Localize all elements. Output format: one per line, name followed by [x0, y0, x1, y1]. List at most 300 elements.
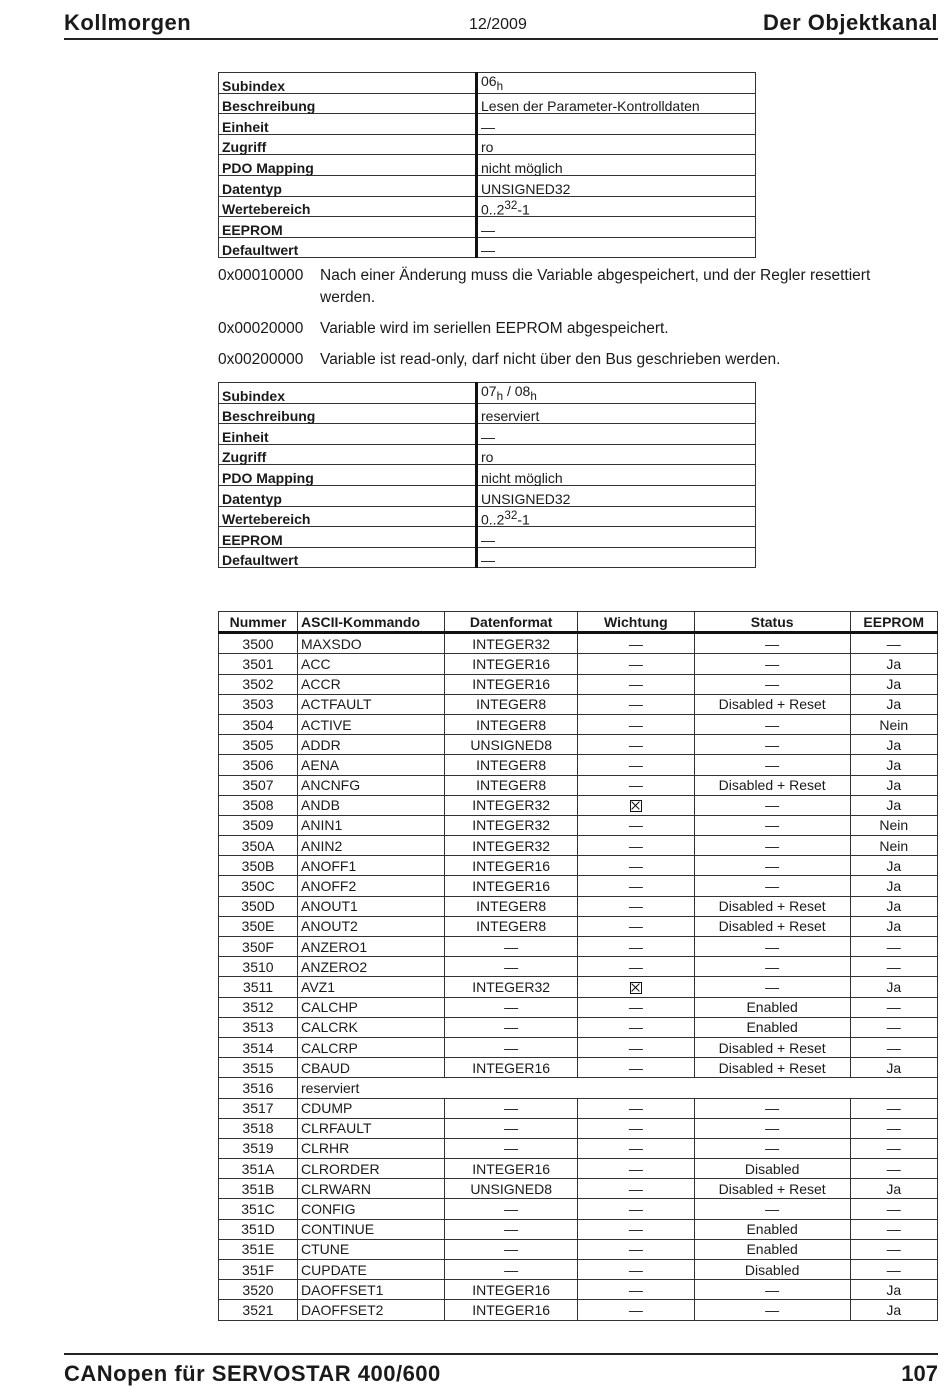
cell-status: —	[694, 1280, 850, 1300]
cell-format: INTEGER8	[445, 714, 577, 734]
cell-format: INTEGER8	[445, 916, 577, 936]
cell-status: —	[694, 977, 850, 997]
cell-weighting: —	[577, 1280, 694, 1300]
cell-weighting: —	[577, 775, 694, 795]
cell-format: INTEGER16	[445, 1300, 577, 1320]
cell-number: 350F	[219, 937, 298, 957]
cell-number: 351D	[219, 1219, 298, 1239]
table-row	[219, 937, 938, 957]
cell-status: —	[694, 937, 850, 957]
cell-eeprom: Ja	[850, 1280, 937, 1300]
object-row	[219, 506, 756, 527]
cell-format: INTEGER8	[445, 896, 577, 916]
cell-status: —	[694, 836, 850, 856]
object-value: nicht möglich	[477, 155, 756, 176]
cell-format: INTEGER32	[445, 977, 577, 997]
object-row	[219, 527, 756, 548]
cell-eeprom: Ja	[850, 1058, 937, 1078]
cell-weighting: —	[577, 694, 694, 714]
table-row	[219, 1219, 938, 1239]
cell-command: CLRWARN	[298, 1179, 445, 1199]
cell-number: 3511	[219, 977, 298, 997]
cell-format: —	[445, 957, 577, 977]
cell-status: Enabled	[694, 1239, 850, 1259]
cell-status: —	[694, 1118, 850, 1138]
checked-box-icon	[630, 800, 642, 812]
column-header: Status	[694, 612, 850, 633]
object-row	[219, 237, 756, 258]
cell-weighting: —	[577, 937, 694, 957]
cell-weighting: —	[577, 1058, 694, 1078]
object-key: Datentyp	[219, 175, 477, 196]
cell-command: CUPDATE	[298, 1260, 445, 1280]
cell-weighting: —	[577, 1037, 694, 1057]
cell-status: Enabled	[694, 1219, 850, 1239]
cell-number: 3510	[219, 957, 298, 977]
table-row	[219, 1280, 938, 1300]
header-date: 12/2009	[469, 16, 527, 33]
cell-status: Disabled + Reset	[694, 694, 850, 714]
cell-number: 3515	[219, 1058, 298, 1078]
cell-number: 350C	[219, 876, 298, 896]
cell-number: 350D	[219, 896, 298, 916]
cell-number: 3509	[219, 815, 298, 835]
cell-command: DAOFFSET1	[298, 1280, 445, 1300]
cell-status: Enabled	[694, 1017, 850, 1037]
object-value: —	[477, 424, 756, 445]
cell-format: INTEGER16	[445, 654, 577, 674]
cell-weighting	[577, 795, 694, 815]
cell-format: —	[445, 1199, 577, 1219]
object-row	[219, 114, 756, 135]
cell-number: 3501	[219, 654, 298, 674]
cell-weighting: —	[577, 1219, 694, 1239]
cell-number: 3506	[219, 755, 298, 775]
cell-number: 3503	[219, 694, 298, 714]
object-row	[219, 383, 756, 404]
table-row	[219, 714, 938, 734]
bit-code: 0x00020000	[218, 320, 304, 337]
cell-weighting: —	[577, 714, 694, 734]
table-row	[219, 1138, 938, 1158]
cell-eeprom: Nein	[850, 714, 937, 734]
cell-weighting: —	[577, 1260, 694, 1280]
cell-eeprom: Ja	[850, 795, 937, 815]
cell-eeprom: —	[850, 957, 937, 977]
cell-command: ANZERO1	[298, 937, 445, 957]
table-row	[219, 1159, 938, 1179]
cell-command: CONTINUE	[298, 1219, 445, 1239]
cell-format: INTEGER8	[445, 755, 577, 775]
cell-eeprom: Ja	[850, 1179, 937, 1199]
cell-number: 3520	[219, 1280, 298, 1300]
table-row	[219, 1260, 938, 1280]
cell-eeprom: Ja	[850, 977, 937, 997]
cell-eeprom: —	[850, 1199, 937, 1219]
table-row	[219, 1179, 938, 1199]
cell-weighting: —	[577, 674, 694, 694]
bit-description	[218, 349, 918, 371]
table-row	[219, 1058, 938, 1078]
cell-eeprom: Ja	[850, 694, 937, 714]
cell-number: 351F	[219, 1260, 298, 1280]
cell-format: —	[445, 1017, 577, 1037]
cell-command: CBAUD	[298, 1058, 445, 1078]
cell-status: Disabled + Reset	[694, 1179, 850, 1199]
cell-command: DAOFFSET2	[298, 1300, 445, 1320]
table-row	[219, 1239, 938, 1259]
cell-format: —	[445, 1037, 577, 1057]
object-key: Zugriff	[219, 444, 477, 465]
cell-command: ANIN1	[298, 815, 445, 835]
object-key: EEPROM	[219, 217, 477, 238]
cell-number: 351B	[219, 1179, 298, 1199]
header-chapter: Der Objektkanal	[762, 10, 938, 35]
cell-weighting: —	[577, 1017, 694, 1037]
cell-command: MAXSDO	[298, 633, 445, 654]
cell-number: 3513	[219, 1017, 298, 1037]
object-row	[219, 93, 756, 114]
cell-command: ANOUT2	[298, 916, 445, 936]
cell-status: —	[694, 654, 850, 674]
cell-command: CTUNE	[298, 1239, 445, 1259]
object-row	[219, 547, 756, 568]
cell-command: AVZ1	[298, 977, 445, 997]
cell-status: —	[694, 957, 850, 977]
table-row	[219, 1118, 938, 1138]
cell-number: 3519	[219, 1138, 298, 1158]
column-header: EEPROM	[850, 612, 937, 633]
object-table-subindex-07-08	[218, 382, 756, 568]
cell-number: 351A	[219, 1159, 298, 1179]
cell-format: INTEGER16	[445, 876, 577, 896]
cell-number: 3502	[219, 674, 298, 694]
cell-command: CONFIG	[298, 1199, 445, 1219]
cell-weighting: —	[577, 735, 694, 755]
object-value: —	[477, 527, 756, 548]
cell-format: —	[445, 1098, 577, 1118]
cell-status: —	[694, 735, 850, 755]
cell-number: 3517	[219, 1098, 298, 1118]
table-row	[219, 735, 938, 755]
object-row	[219, 485, 756, 506]
cell-format: INTEGER8	[445, 694, 577, 714]
object-value: $07_h / 08_h$	[477, 383, 756, 404]
cell-weighting: —	[577, 896, 694, 916]
page-footer	[64, 1353, 938, 1395]
cell-status: Disabled	[694, 1159, 850, 1179]
cell-number: 3514	[219, 1037, 298, 1057]
command-table-header	[219, 612, 938, 633]
table-row	[219, 856, 938, 876]
cell-eeprom: —	[850, 997, 937, 1017]
bit-code: 0x00010000	[218, 267, 304, 284]
cell-status: Disabled	[694, 1260, 850, 1280]
cell-status: —	[694, 876, 850, 896]
object-value: 0..2$^{32}$-1	[477, 196, 756, 217]
cell-weighting: —	[577, 836, 694, 856]
cell-command: ANOFF2	[298, 876, 445, 896]
column-header: Datenformat	[445, 612, 577, 633]
table-row	[219, 775, 938, 795]
cell-eeprom: Ja	[850, 654, 937, 674]
cell-format: —	[445, 937, 577, 957]
cell-command: ANZERO2	[298, 957, 445, 977]
cell-number: 3500	[219, 633, 298, 654]
cell-eeprom: Ja	[850, 674, 937, 694]
cell-format: INTEGER16	[445, 856, 577, 876]
cell-status: Disabled + Reset	[694, 1037, 850, 1057]
object-key: Wertebereich	[219, 506, 477, 527]
cell-weighting: —	[577, 1159, 694, 1179]
object-value: Lesen der Parameter-Kontrolldaten	[477, 93, 756, 114]
table-row	[219, 896, 938, 916]
cell-number: 3512	[219, 997, 298, 1017]
cell-eeprom: Ja	[850, 1300, 937, 1320]
cell-weighting: —	[577, 633, 694, 654]
object-row	[219, 196, 756, 217]
cell-command: ACC	[298, 654, 445, 674]
table-row	[219, 795, 938, 815]
cell-command: CLRORDER	[298, 1159, 445, 1179]
table-row	[219, 694, 938, 714]
table-row	[219, 997, 938, 1017]
cell-format: INTEGER16	[445, 1058, 577, 1078]
table-row	[219, 1078, 938, 1098]
cell-number: 3507	[219, 775, 298, 795]
cell-command: CALCHP	[298, 997, 445, 1017]
object-key: PDO Mapping	[219, 465, 477, 486]
cell-number: 3505	[219, 735, 298, 755]
cell-status: —	[694, 815, 850, 835]
object-value: UNSIGNED32	[477, 485, 756, 506]
cell-eeprom: —	[850, 633, 937, 654]
table-row	[219, 957, 938, 977]
cell-eeprom: Ja	[850, 916, 937, 936]
cell-eeprom: —	[850, 1219, 937, 1239]
footer-title: CANopen für SERVOSTAR 400/600	[64, 1361, 441, 1386]
cell-number: 351E	[219, 1239, 298, 1259]
object-key: Zugriff	[219, 134, 477, 155]
cell-status: —	[694, 795, 850, 815]
table-row	[219, 633, 938, 654]
table-row	[219, 876, 938, 896]
cell-command: ADDR	[298, 735, 445, 755]
cell-eeprom: Ja	[850, 856, 937, 876]
bit-text: Variable wird im seriellen EEPROM abgespeichert.	[320, 320, 669, 337]
cell-format: UNSIGNED8	[445, 1179, 577, 1199]
cell-weighting: —	[577, 1138, 694, 1158]
object-key: Datentyp	[219, 485, 477, 506]
checked-box-icon	[630, 982, 642, 994]
cell-number: 350B	[219, 856, 298, 876]
cell-eeprom: Nein	[850, 836, 937, 856]
cell-command: CLRFAULT	[298, 1118, 445, 1138]
cell-format: INTEGER32	[445, 633, 577, 654]
cell-status: —	[694, 856, 850, 876]
cell-status: —	[694, 1138, 850, 1158]
table-row	[219, 977, 938, 997]
cell-command: CDUMP	[298, 1098, 445, 1118]
object-value: ro	[477, 444, 756, 465]
cell-number: 350A	[219, 836, 298, 856]
table-row	[219, 1098, 938, 1118]
cell-status: Disabled + Reset	[694, 775, 850, 795]
object-row	[219, 444, 756, 465]
cell-status: —	[694, 1300, 850, 1320]
table-row	[219, 1017, 938, 1037]
object-value: UNSIGNED32	[477, 175, 756, 196]
cell-eeprom: —	[850, 1260, 937, 1280]
cell-status: —	[694, 1199, 850, 1219]
object-key: EEPROM	[219, 527, 477, 548]
table-row	[219, 674, 938, 694]
cell-status: —	[694, 674, 850, 694]
table-row	[219, 1037, 938, 1057]
bit-text: Variable ist read-only, darf nicht über den Bus geschrieben werden.	[320, 351, 781, 368]
cell-command: ACCR	[298, 674, 445, 694]
cell-status: —	[694, 633, 850, 654]
cell-eeprom: —	[850, 937, 937, 957]
table-row	[219, 1199, 938, 1219]
cell-status: Disabled + Reset	[694, 916, 850, 936]
cell-eeprom: —	[850, 1118, 937, 1138]
cell-command: ANDB	[298, 795, 445, 815]
cell-weighting: —	[577, 1179, 694, 1199]
bit-text: Nach einer Änderung muss die Variable abgespeichert, und der Regler resettiert werden.	[320, 267, 871, 306]
cell-status: —	[694, 755, 850, 775]
cell-number: 3521	[219, 1300, 298, 1320]
cell-format: INTEGER16	[445, 1280, 577, 1300]
cell-format: INTEGER32	[445, 815, 577, 835]
cell-command: CALCRK	[298, 1017, 445, 1037]
table-row	[219, 916, 938, 936]
cell-eeprom: Ja	[850, 896, 937, 916]
cell-weighting: —	[577, 755, 694, 775]
table-row	[219, 836, 938, 856]
object-key: Einheit	[219, 114, 477, 135]
column-header: Nummer	[219, 612, 298, 633]
cell-number: 351C	[219, 1199, 298, 1219]
command-table	[218, 611, 938, 1321]
object-row	[219, 424, 756, 445]
object-value: reserviert	[477, 403, 756, 424]
cell-weighting: —	[577, 1199, 694, 1219]
cell-eeprom: Ja	[850, 775, 937, 795]
object-key: PDO Mapping	[219, 155, 477, 176]
object-value: 0..2$^{32}$-1	[477, 506, 756, 527]
cell-status: —	[694, 714, 850, 734]
cell-command: reserviert	[298, 1078, 938, 1098]
cell-weighting	[577, 977, 694, 997]
cell-command: ANIN2	[298, 836, 445, 856]
cell-format: —	[445, 1138, 577, 1158]
cell-weighting: —	[577, 856, 694, 876]
table-row	[219, 1300, 938, 1320]
object-key: Beschreibung	[219, 403, 477, 424]
cell-weighting: —	[577, 957, 694, 977]
object-key: Defaultwert	[219, 237, 477, 258]
cell-eeprom: —	[850, 1159, 937, 1179]
cell-weighting: —	[577, 815, 694, 835]
cell-weighting: —	[577, 654, 694, 674]
cell-weighting: —	[577, 1300, 694, 1320]
object-value: —	[477, 114, 756, 135]
object-row	[219, 155, 756, 176]
cell-format: —	[445, 1239, 577, 1259]
cell-eeprom: —	[850, 1239, 937, 1259]
cell-weighting: —	[577, 1239, 694, 1259]
object-row	[219, 134, 756, 155]
cell-command: CALCRP	[298, 1037, 445, 1057]
cell-format: INTEGER32	[445, 795, 577, 815]
object-key: Beschreibung	[219, 93, 477, 114]
bit-code: 0x00200000	[218, 351, 304, 368]
cell-format: INTEGER8	[445, 775, 577, 795]
page-number: 107	[901, 1361, 938, 1386]
cell-format: UNSIGNED8	[445, 735, 577, 755]
cell-status: Enabled	[694, 997, 850, 1017]
object-value: —	[477, 237, 756, 258]
cell-format: INTEGER16	[445, 674, 577, 694]
object-key: Subindex	[219, 383, 477, 404]
object-value: —	[477, 547, 756, 568]
column-header: ASCII-Kommando	[298, 612, 445, 633]
cell-command: ANOUT1	[298, 896, 445, 916]
bit-description	[218, 265, 918, 308]
object-key: Defaultwert	[219, 547, 477, 568]
cell-format: INTEGER16	[445, 1159, 577, 1179]
cell-weighting: —	[577, 916, 694, 936]
cell-format: —	[445, 997, 577, 1017]
cell-eeprom: —	[850, 1017, 937, 1037]
object-row	[219, 175, 756, 196]
table-row	[219, 755, 938, 775]
header-company: Kollmorgen	[64, 10, 192, 35]
object-value: $06_h$	[477, 73, 756, 94]
object-value: —	[477, 217, 756, 238]
cell-format: —	[445, 1260, 577, 1280]
cell-status: Disabled + Reset	[694, 1058, 850, 1078]
object-row	[219, 73, 756, 94]
cell-eeprom: Ja	[850, 876, 937, 896]
cell-weighting: —	[577, 1098, 694, 1118]
object-key: Einheit	[219, 424, 477, 445]
table-row	[219, 654, 938, 674]
cell-number: 3504	[219, 714, 298, 734]
cell-eeprom: Nein	[850, 815, 937, 835]
cell-weighting: —	[577, 1118, 694, 1138]
page-header	[64, 8, 938, 40]
object-row	[219, 465, 756, 486]
cell-eeprom: —	[850, 1138, 937, 1158]
cell-command: ACTFAULT	[298, 694, 445, 714]
cell-format: INTEGER32	[445, 836, 577, 856]
cell-eeprom: —	[850, 1037, 937, 1057]
bit-description	[218, 318, 918, 340]
object-value: nicht möglich	[477, 465, 756, 486]
object-table-subindex-06	[218, 72, 756, 258]
object-key: Wertebereich	[219, 196, 477, 217]
cell-number: 3516	[219, 1078, 298, 1098]
cell-eeprom: Ja	[850, 755, 937, 775]
object-row	[219, 217, 756, 238]
cell-status: —	[694, 1098, 850, 1118]
cell-number: 3518	[219, 1118, 298, 1138]
cell-command: AENA	[298, 755, 445, 775]
object-key: Subindex	[219, 73, 477, 94]
cell-weighting: —	[577, 997, 694, 1017]
